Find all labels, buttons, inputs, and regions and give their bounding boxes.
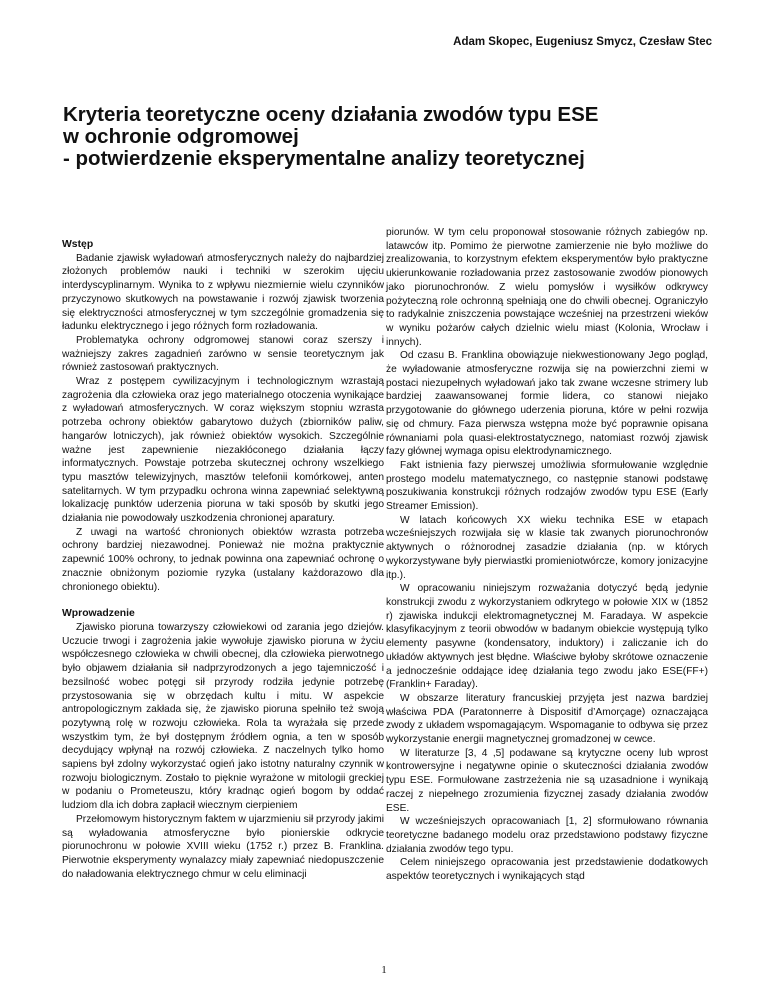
title-line-2: w ochronie odgromowej xyxy=(63,125,299,148)
paragraph: Od czasu B. Franklina obowiązuje niekwestionowany Jego pogląd, że wyładowanie atmosferyczne rozwija się na powierzchni ziemi w postaci niezupełnych wyładowań jako tak zwane wczesne strimery lub bardziej zaawansowanej formie lidera, co stanowi niejako przygotowanie do głównego uderzenia pioruna, które w pełni rozwija się od chmury. Faza pierwsza wstępna może być poprawnie opisana równaniami pola quasi-elektrostatycznego, natomiast rozwój zjawisk fazy głównej wymaga opisu elektrodynamicznego. xyxy=(386,350,708,458)
paragraph: Z uwagi na wartość chronionych obiektów wzrasta potrzeba ochrony bardziej niezawodnej. Ponieważ nie można praktycznie zapewnić 100% ochrony, to jednak powinna ona zapewniać ochronę o znacznie obniżonym poziomie ryzyka (ustalany każdorazowo dla chronionego obiektu). xyxy=(62,526,384,593)
paragraph: piorunów. W tym celu proponował stosowanie różnych zabiegów np. latawców itp. Pomimo że pierwotne zamierzenie nie było możliwe do zrealizowania, to korzystnym efektem eksperymentów było praktyczne ukierunkowanie rozładowania przez zastosowanie zwodów pionowych jako piorunochronów. Z wielu pomysłów i wysiłków odkrywcy pożyteczną role ochronną spełniają one do chwili obecnej. Ograniczyło to radykalnie zniszczenia powstające wcześniej na przestrzeni wieków w wyniku pożarów całych dzielnic wielu miast (Kolonia, Wrocław i innych). xyxy=(386,227,708,348)
paper-title xyxy=(63,104,723,170)
left-column xyxy=(62,238,384,881)
paragraph: Fakt istnienia fazy pierwszej umożliwia sformułowanie względnie prostego modelu matematycznego, co następnie stanowi podstawę poszukiwania konstrukcji różnych rodzajów zwodów typu ESE (Early Streamer Emission). xyxy=(386,459,708,513)
right-column xyxy=(386,226,708,884)
paragraph: Zjawisko pioruna towarzyszy człowiekowi od zarania jego dziejów. Uczucie trwogi i zagrożenia jakie wywołuje zjawisko pioruna w życiu współczesnego człowieka w chwili obecnej, dla człowieka pierwotnego było objawem działania sił nadprzyrodzonych a jego tajemniczość i bezsilność wobec potęgi sił przyrody rodziła jedynie potrzebę przystosowania się w obrzędach kultu i mitu. W aspekcie antropologicznym zakłada się, że zjawisko pioruna spełniło też swoją pozytywną rolę w rozwoju człowieka. Rola ta wyrażała się przede wszystkim tym, że był dostępnym źródłem ognia, a ten w sposób decydujący wpłynął na rozwój człowieka. Z naczelnych tylko homo sapiens był zdolny wykorzystać ogień jako istotny naturalny czynnik w rozwoju biologicznym. Zostało to pięknie wyrażone w mitologii greckiej w podaniu o Prometeuszu, który kradnąc ogień bogom by oddać ludziom dla ich dobra zapłacił wiecznym cierpieniem xyxy=(62,621,384,812)
paragraph: W obszarze literatury francuskiej przyjęta jest nazwa bardziej właściwa PDA (Paratonnerre à Dispositif d’Amorçage) oznaczająca zwody z układem wspomagającym. Wspomaganie to odbywa się przez wykorzystanie energii magnetycznej gromadzonej w cewce. xyxy=(386,692,708,746)
title-line-3: - potwierdzenie eksperymentalne analizy teoretycznej xyxy=(63,147,585,170)
authors: Adam Skopec, Eugeniusz Smycz, Czesław Stec xyxy=(453,36,712,48)
paragraph: Celem niniejszego opracowania jest przedstawienie dodatkowych aspektów teoretycznych i wynikających stąd xyxy=(386,857,708,883)
paragraph: Badanie zjawisk wyładowań atmosferycznych należy do najbardziej złożonych problemów nauki i techniki w szerokim ujęciu interdyscyplinarnym. Wynika to z wpływu niezmiernie wielu czynników przyczynowo skutkowych na powstawanie i rozwój zjawisk tworzenia się elektryczności atmosferycznej w tym szczególnie gromadzenia się ładunku elektrycznego i jego różnych form rozładowania. xyxy=(62,252,384,333)
paragraph: Problematyka ochrony odgromowej stanowi coraz szerszy i ważniejszy zakres zagadnień zarówno w sensie teoretycznym jak również zastosowań praktycznych. xyxy=(62,334,384,374)
section-heading-wstep: Wstęp xyxy=(62,239,94,250)
paragraph: W latach końcowych XX wieku technika ESE w etapach wcześniejszych rozwijała się w klasie tak zwanych piorunochronów aktywnych o różnorodnej zasadzie działania (np. w których wykorzystywane były pierwiastki promieniotwórcze, komory jonizacyjne itp.). xyxy=(386,514,708,581)
page-number: 1 xyxy=(381,964,387,976)
paragraph: W literaturze [3, 4 ,5] podawane są krytyczne oceny lub wprost kontrowersyjne i negatywne opinie o skuteczności działania zwodów typu ESE. Formułowane zastrzeżenia nie są uzasadnione i wynikają raczej z niepełnego zrozumienia fizycznej zasady działania zwodów ESE. xyxy=(386,747,708,814)
paragraph: Przełomowym historycznym faktem w ujarzmieniu sił przyrody jakimi są wyładowania atmosferyczne było pionierskie odkrycie piorunochronu w połowie XVIII wieku (1752 r.) przez B. Franklina. Pierwotnie eksperymenty wynalazcy miały zapewniać niedopuszczenie do naładowania elektrycznego chmur w celu eliminacji xyxy=(62,813,384,880)
paragraph: W opracowaniu niniejszym rozważania dotyczyć będą jedynie konstrukcji zwodu z wykorzystaniem odkrytego w połowie XIX w (1852 r) zjawiska indukcji elektromagnetycznej M. Faradaya. W aspekcie klasyfikacyjnym z teorii obwodów w badanym obiekcie występują tylko elementy pasywne (kondensatory, induktory) i zaliczanie ich do układów aktywnych jest błędne. Właściwe byłoby skrótowe oznaczenie a jednocześnie oddające ideę działania tego zwodu jako ESE(FF+) (Franklin+ Faraday). xyxy=(386,583,708,691)
section-heading-wprowadzenie: Wprowadzenie xyxy=(62,608,135,620)
paragraph: Wraz z postępem cywilizacyjnym i technologicznym wzrastają zagrożenia dla człowieka oraz jego materialnego otoczenia wynikające z wyładowań atmosferycznych. W coraz większym stopniu wzrasta potrzeba ochrony obiektów gabarytowo dużych (zbiorników paliw, hangarów lotniczych), jak również obiektów wysokich. Szczególnie ważne jest zapewnienie niezakłóconego działania łączy informatycznych. Powstaje potrzeba skutecznej ochrony wszelkiego typu masztów telewizyjnych, masztów telefonii komórkowej, anten satelitarnych. W tym przypadku ochrona winna zapewniać selektywną lokalizację punktów uderzenia pioruna w taki sposób by skutki jego działania nie powodowały uszkodzenia chronionej aparatury. xyxy=(62,376,384,525)
paragraph: W wcześniejszych opracowaniach [1, 2] sformułowano równania teoretyczne badanego modelu oraz przedstawiono podstawy fizyczne działania zwodów tego typu. xyxy=(386,816,708,855)
title-line-1: Kryteria teoretyczne oceny działania zwodów typu ESE xyxy=(63,103,599,126)
